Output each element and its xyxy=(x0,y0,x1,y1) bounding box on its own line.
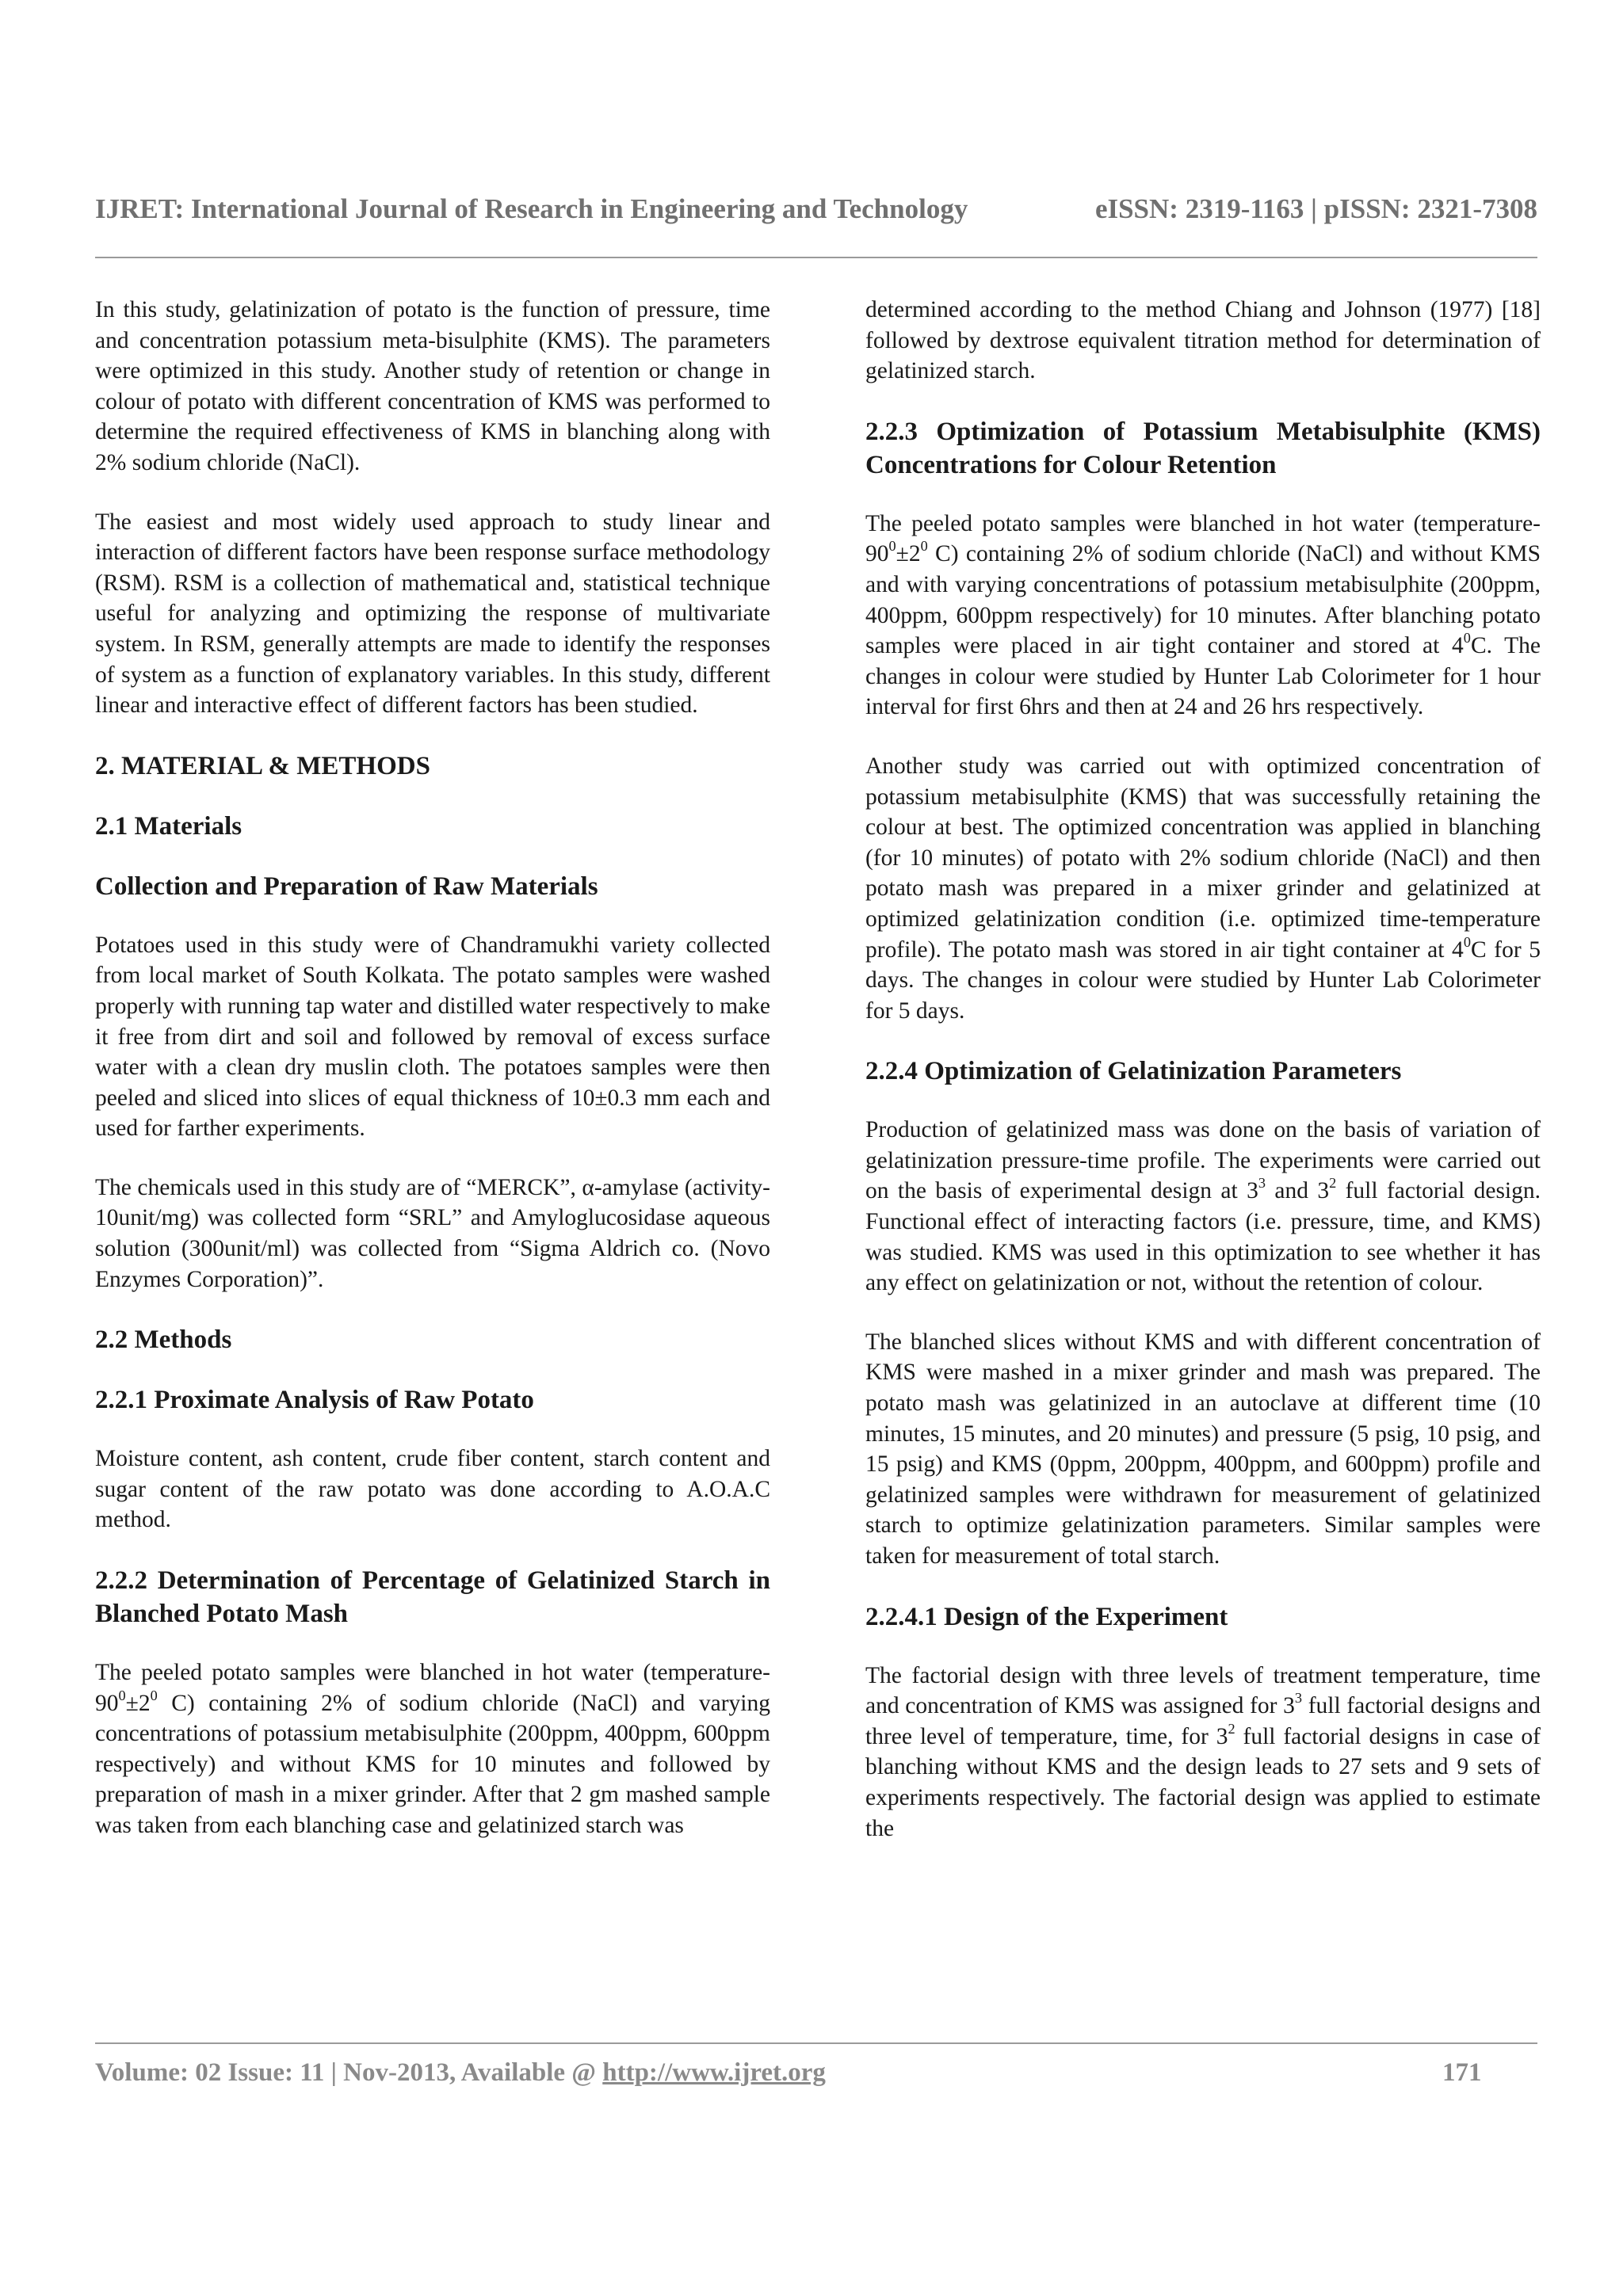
text-run: Production of gelatinized mass was done on the basis of variation of gelatinization pressure-time profile. The experiments were carried out on the basis of experimental design at 3 xyxy=(865,1117,1541,1204)
superscript: 0 xyxy=(1463,630,1471,646)
superscript: 2 xyxy=(1329,1175,1337,1192)
journal-title: IJRET: International Journal of Research in Engineering and Technology xyxy=(95,193,968,224)
subsection-heading: 2.2.3 Optimization of Potassium Metabisulphite (KMS) Concentrations for Colour Retention xyxy=(865,417,1541,479)
paragraph xyxy=(865,509,1541,723)
subsection-heading: 2.1 Materials xyxy=(95,811,242,841)
issn-info: eISSN: 2319-1163 | pISSN: 2321-7308 xyxy=(1094,193,1537,224)
subsection-heading: 2.2.1 Proximate Analysis of Raw Potato xyxy=(95,1386,534,1415)
superscript: 0 xyxy=(1463,933,1471,950)
subsection-heading: 2.2.4.1 Design of the Experiment xyxy=(865,1602,1228,1631)
subsection-heading: Collection and Preparation of Raw Materials xyxy=(95,871,598,901)
paragraph: Moisture content, ash content, crude fiber content, starch content and sugar content of the raw potato was done according to A.O.A.C method. xyxy=(95,1446,770,1533)
text-run: C) containing 2% of sodium chloride (NaCl) and without KMS and with varying concentrations of potassium metabisulphite (200ppm, 400ppm, 600ppm respectively) for 10 minutes. After blanching potato samples were placed in air tight container and stored at 4 xyxy=(865,541,1541,659)
text-run: Another study was carried out with optimized concentration of potassium metabisulphite (KMS) that was successfully retaining the colour at best. The optimized concentration was applied in blanching (for 10 minutes) of potato with 2% sodium chloride (NaCl) and then potato mash was prepared in a mixer grinder and gelatinized at optimized gelatinization condition (i.e. optimized time-temperature profile). The potato mash was stored in air tight container at 4 xyxy=(865,753,1541,963)
page-number: 171 xyxy=(1442,2058,1482,2087)
superscript: 3 xyxy=(1294,1690,1303,1707)
left-column xyxy=(95,295,770,1870)
right-column xyxy=(865,295,1541,1872)
text-run: full factorial designs and three level of temperature, time, for 3 xyxy=(865,1693,1541,1749)
text-run: C for 5 days. The changes in colour were studied by Hunter Lab Colorimeter for 5 days. xyxy=(865,936,1541,1024)
text-run: C) containing 2% of sodium chloride (NaCl) and varying concentrations of potassium metabisulphite (200ppm, 400ppm, 600ppm respectively) and without KMS for 10 minutes and followed by preparation of mash in a mixer grinder. After that 2 gm mashed sample was taken from each blanching case and gelatinized starch was xyxy=(95,1690,770,1838)
subsection-heading: 2.2.2 Determination of Percentage of Gelatinized Starch in Blanched Potato Mash xyxy=(95,1566,770,1629)
paragraph xyxy=(865,751,1541,1026)
paragraph: In this study, gelatinization of potato is the function of pressure, time and concentration potassium meta-bisulphite (KMS). The parameters were optimized in this study. Another study of retention or change in colour of potato with different concentration of KMS was performed to determine the required effectiveness of KMS in blanching along with 2% sodium chloride (NaCl). xyxy=(95,297,770,475)
paragraph xyxy=(865,1115,1541,1299)
superscript: 0 xyxy=(920,538,928,555)
paragraph: The blanched slices without KMS and with different concentration of KMS were mashed in a mixer grinder and mash was prepared. The potato mash was gelatinized in an autoclave at different time (10 minutes, 15 minutes, and 20 minutes) and pressure (5 psig, 10 psig, and 15 psig) and KMS (0ppm, 200ppm, 400ppm, and 600ppm) profile and gelatinized samples were withdrawn for measurement of gelatinized starch to optimize gelatinization parameters. Similar samples were taken for measurement of total starch. xyxy=(865,1329,1541,1569)
subsection-heading: 2.2.4 Optimization of Gelatinization Parameters xyxy=(865,1057,1402,1086)
paragraph: determined according to the method Chiang and Johnson (1977) [18] followed by dextrose equivalent titration method for determination of gelatinized starch. xyxy=(865,297,1541,384)
subsection-heading: 2.2 Methods xyxy=(95,1325,232,1355)
text-run: full factorial designs in case of blanching without KMS and the design leads to 27 sets and 9 sets of experiments respectively. The factorial design was applied to estimate the xyxy=(865,1723,1541,1841)
superscript: 0 xyxy=(150,1687,158,1703)
footer-rule xyxy=(95,2042,1537,2044)
superscript: 0 xyxy=(888,538,896,555)
text-run: full factorial design. Functional effect of interacting factors (i.e. pressure, time, and KMS) was studied. KMS was used in this optimization to see whether it has any effect on gelatinization or not, without the retention of colour. xyxy=(865,1178,1541,1296)
superscript: 3 xyxy=(1258,1175,1266,1192)
header-rule xyxy=(95,257,1537,258)
running-footer xyxy=(95,2058,1537,2093)
volume-text: Volume: 02 Issue: 11 | Nov-2013, Available @ xyxy=(95,2058,603,2087)
text-run: C. The changes in colour were studied by Hunter Lab Colorimeter for 1 hour interval for first 6hrs and then at 24 and 26 hrs respectively. xyxy=(865,633,1541,720)
text-run: The factorial design with three levels of treatment temperature, time and concentration of KMS was assigned for 3 xyxy=(865,1662,1541,1719)
running-header xyxy=(95,193,1537,233)
superscript: 2 xyxy=(1228,1720,1235,1737)
paragraph xyxy=(865,1661,1541,1844)
text-run: The peeled potato samples were blanched in hot water (temperature- 90 xyxy=(95,1660,770,1716)
section-heading: 2. MATERIAL & METHODS xyxy=(95,751,430,780)
text-run: The peeled potato samples were blanched in hot water (temperature- 90 xyxy=(865,510,1541,567)
volume-info xyxy=(95,2058,826,2088)
paragraph xyxy=(95,1657,770,1841)
superscript: 0 xyxy=(118,1687,126,1703)
text-run: ±2 xyxy=(896,541,921,567)
paragraph: The chemicals used in this study are of “MERCK”, α-amylase (activity- 10unit/mg) was collected form “SRL” and Amyloglucosidase aqueous solution (300unit/ml) was collected from “Sigma Aldrich co. (Novo Enzymes Corporation)”. xyxy=(95,1174,770,1292)
text-run: and 3 xyxy=(1265,1178,1330,1204)
journal-link[interactable]: http://www.ijret.org xyxy=(602,2058,826,2087)
paragraph: Potatoes used in this study were of Chandramukhi variety collected from local market of South Kolkata. The potato samples were washed properly with running tap water and distilled water respectively to make it free from dirt and soil and followed by removal of excess surface water with a clean dry muslin cloth. The potatoes samples were then peeled and sliced into slices of equal thickness of 10±0.3 mm each and used for farther experiments. xyxy=(95,932,770,1142)
text-run: ±2 xyxy=(125,1690,151,1716)
paragraph: The easiest and most widely used approach to study linear and interaction of different factors have been response surface methodology (RSM). RSM is a collection of mathematical and, statistical technique useful for analyzing and optimizing the response of multivariate system. In RSM, generally attempts are made to identify the responses of system as a function of explanatory variables. In this study, different linear and interactive effect of different factors has been studied. xyxy=(95,509,770,719)
